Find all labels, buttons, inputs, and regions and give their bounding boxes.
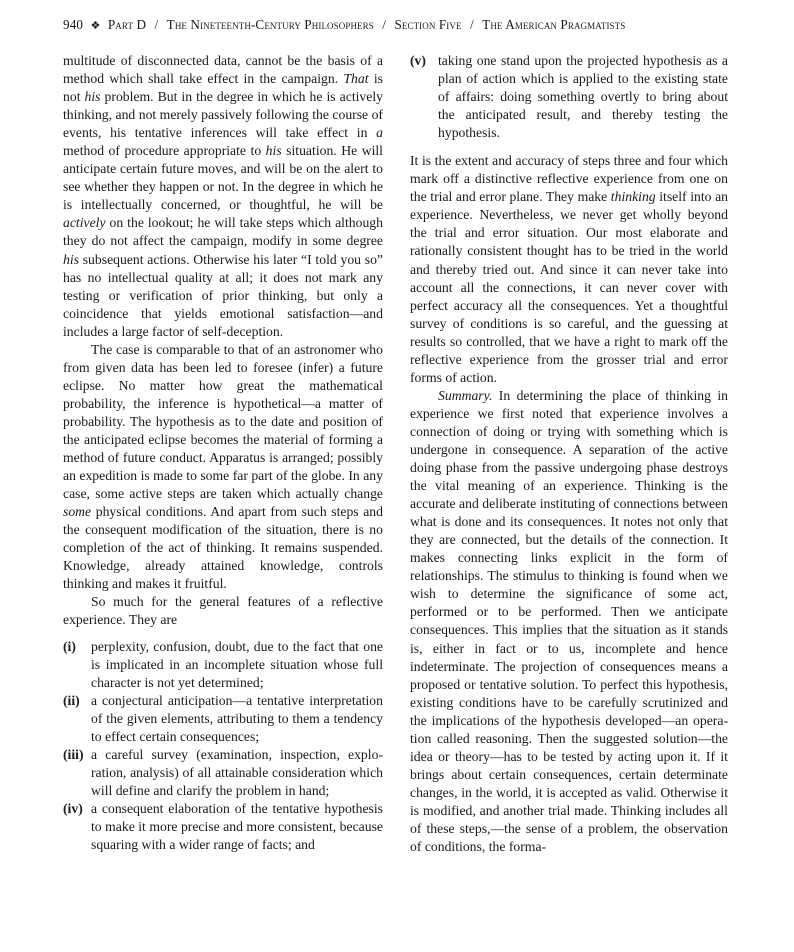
- emphasis: That: [343, 71, 369, 87]
- list-number: (iii): [63, 746, 84, 762]
- running-header: [63, 17, 743, 33]
- list-number: (i): [63, 638, 76, 654]
- list-item: (i) perplexity, confusion, doubt, due to the fact that one is implicated in an incomplete situation whose full character is not yet determined;: [63, 638, 383, 690]
- summary-heading: Summary.: [438, 387, 493, 403]
- list-number: (v): [410, 53, 426, 68]
- left-column: [63, 52, 383, 854]
- steps-list: [63, 638, 383, 855]
- emphasis: his: [84, 89, 101, 105]
- section-title: The American Pragmatists: [482, 17, 626, 32]
- list-item: (v) taking one stand upon the projected hypothesis as a plan of action which is applied to the existing state of affairs: doing something overtly to bring about the anticipated result, and thereby testing the hypothesis.: [410, 53, 728, 141]
- paragraph: The case is comparable to that of an astronomer who from given data has been led to foresee (infer) a future eclipse. No matter how great the mathematical probability, the inference is hypothetical—a matter of probability. The hypothesis as to the date and position of the anticipated eclipse becomes the material of forming a method of future conduct. Apparatus is arranged; possibly an expedition is made to some far part of the globe. In any case, some active steps are taken which actually change some physical conditions. And apart from such steps and the consequent modification of the situation, there is no completion of the act of thinking. It remains suspended. Knowledge, already attained knowledge, controls thinking and makes it fruitful.: [63, 341, 383, 592]
- list-item: (ii) a conjectural anticipation—a tentative interpretation of the given elements, attributing to them a tendency to effect certain consequences;: [63, 692, 383, 744]
- steps-list-continued: [410, 52, 728, 142]
- page-number: 940: [63, 17, 84, 32]
- right-column: [410, 52, 728, 856]
- section-label: Section Five: [394, 17, 462, 32]
- ornament-icon: ❖: [90, 20, 101, 32]
- list-number: (ii): [63, 692, 80, 708]
- paragraph: multitude of disconnected data, cannot be the basis of a method which shall take effect in the campaign. That is not his problem. But in the degree in which he is actively thinking, and not merely passively following the course of events, his tentative inferences will take effect in a method of procedure appropriate to his situation. He will anticipate certain future moves, and will be on the alert to see whether they happen or not. In the degree in which he is intellectually concerned, or thoughtful, he will be actively on the lookout; he will take steps which although they do not affect the campaign, modify in some degree his subsequent actions. Otherwise his later “I told you so” has no intellectual quality at all; it does not mark any testing or verification of prior thinking, but only a coincidence that yields emotional satisfaction—and includes a large factor of self-deception.: [63, 53, 383, 339]
- part-title: The Nineteenth-Century Philosophers: [166, 17, 374, 32]
- header-divider: /: [470, 17, 474, 32]
- emphasis: some: [63, 504, 92, 520]
- list-item: (iv) a consequent elaboration of the tentative hypothesis to make it more precise and more consistent, because squaring with a wider range of facts; and: [63, 800, 383, 853]
- emphasis: a: [376, 125, 383, 141]
- emphasis: thinking: [610, 189, 656, 205]
- emphasis: his: [265, 143, 282, 159]
- part-label: Part D: [107, 17, 147, 32]
- paragraph: It is the extent and accuracy of steps three and four which mark off a distinctive reflective experience from one on the trial and error plane. They make thinking itself into an experience. Nevertheless, we never get wholly beyond the trial and error situation. Our most elaborate and rationally consistent thought has to be tried in the world and thereby tried out. And since it can never take into account all the connections, it can never cover with perfect accuracy all the consequences. Yet a thoughtful survey of conditions is so careful, and the guessing at results so controlled, that we have a right to mark off the reflective experience from the grosser trial and error forms of action.: [410, 153, 728, 385]
- emphasis: his: [63, 251, 79, 267]
- paragraph: So much for the general features of a reflective experience. They are: [63, 594, 383, 628]
- list-item: (iii) a careful survey (examination, inspection, exploration, analysis) of all attainable consideration which will define and clarify the problem in hand;: [63, 746, 383, 798]
- emphasis: actively: [63, 215, 106, 231]
- header-divider: /: [382, 17, 387, 32]
- list-number: (iv): [63, 800, 83, 816]
- header-divider: /: [154, 17, 159, 32]
- summary-paragraph: Summary. In determining the place of thinking in experience we first noted that experience involves a connection of doing or trying with something which is undergone in consequence. A separation of the active doing phase from the passive undergoing phase destroys the vital meaning of an experience. Thinking is the accurate and deliberate instituting of connections between what is done and its consequences. It notes not only that they are connected, but the details of the connection. It makes connecting links explicit in the form of relationships. The stimulus to thinking is found when we wish to determine the significance of some act, performed or to be performed. Then we anticipate consequences. This implies that the situation as it stands is, either in fact or to us, incomplete and hence indeterminate. The projection of consequences means a proposed or tentative solution. To perfect this hypothesis, existing conditions have to be carefully scrutinized and the implications of the hypothesis developed—an operation called reasoning. Then the suggested solution—the idea or theory—has to be tested by acting upon it. If it brings about certain consequences, certain determinate changes, in the world, it is accepted as valid. Otherwise it is modified, and another trial made. Thinking includes all of these steps,—the sense of a problem, the observation of conditions, the forma-: [410, 387, 728, 855]
